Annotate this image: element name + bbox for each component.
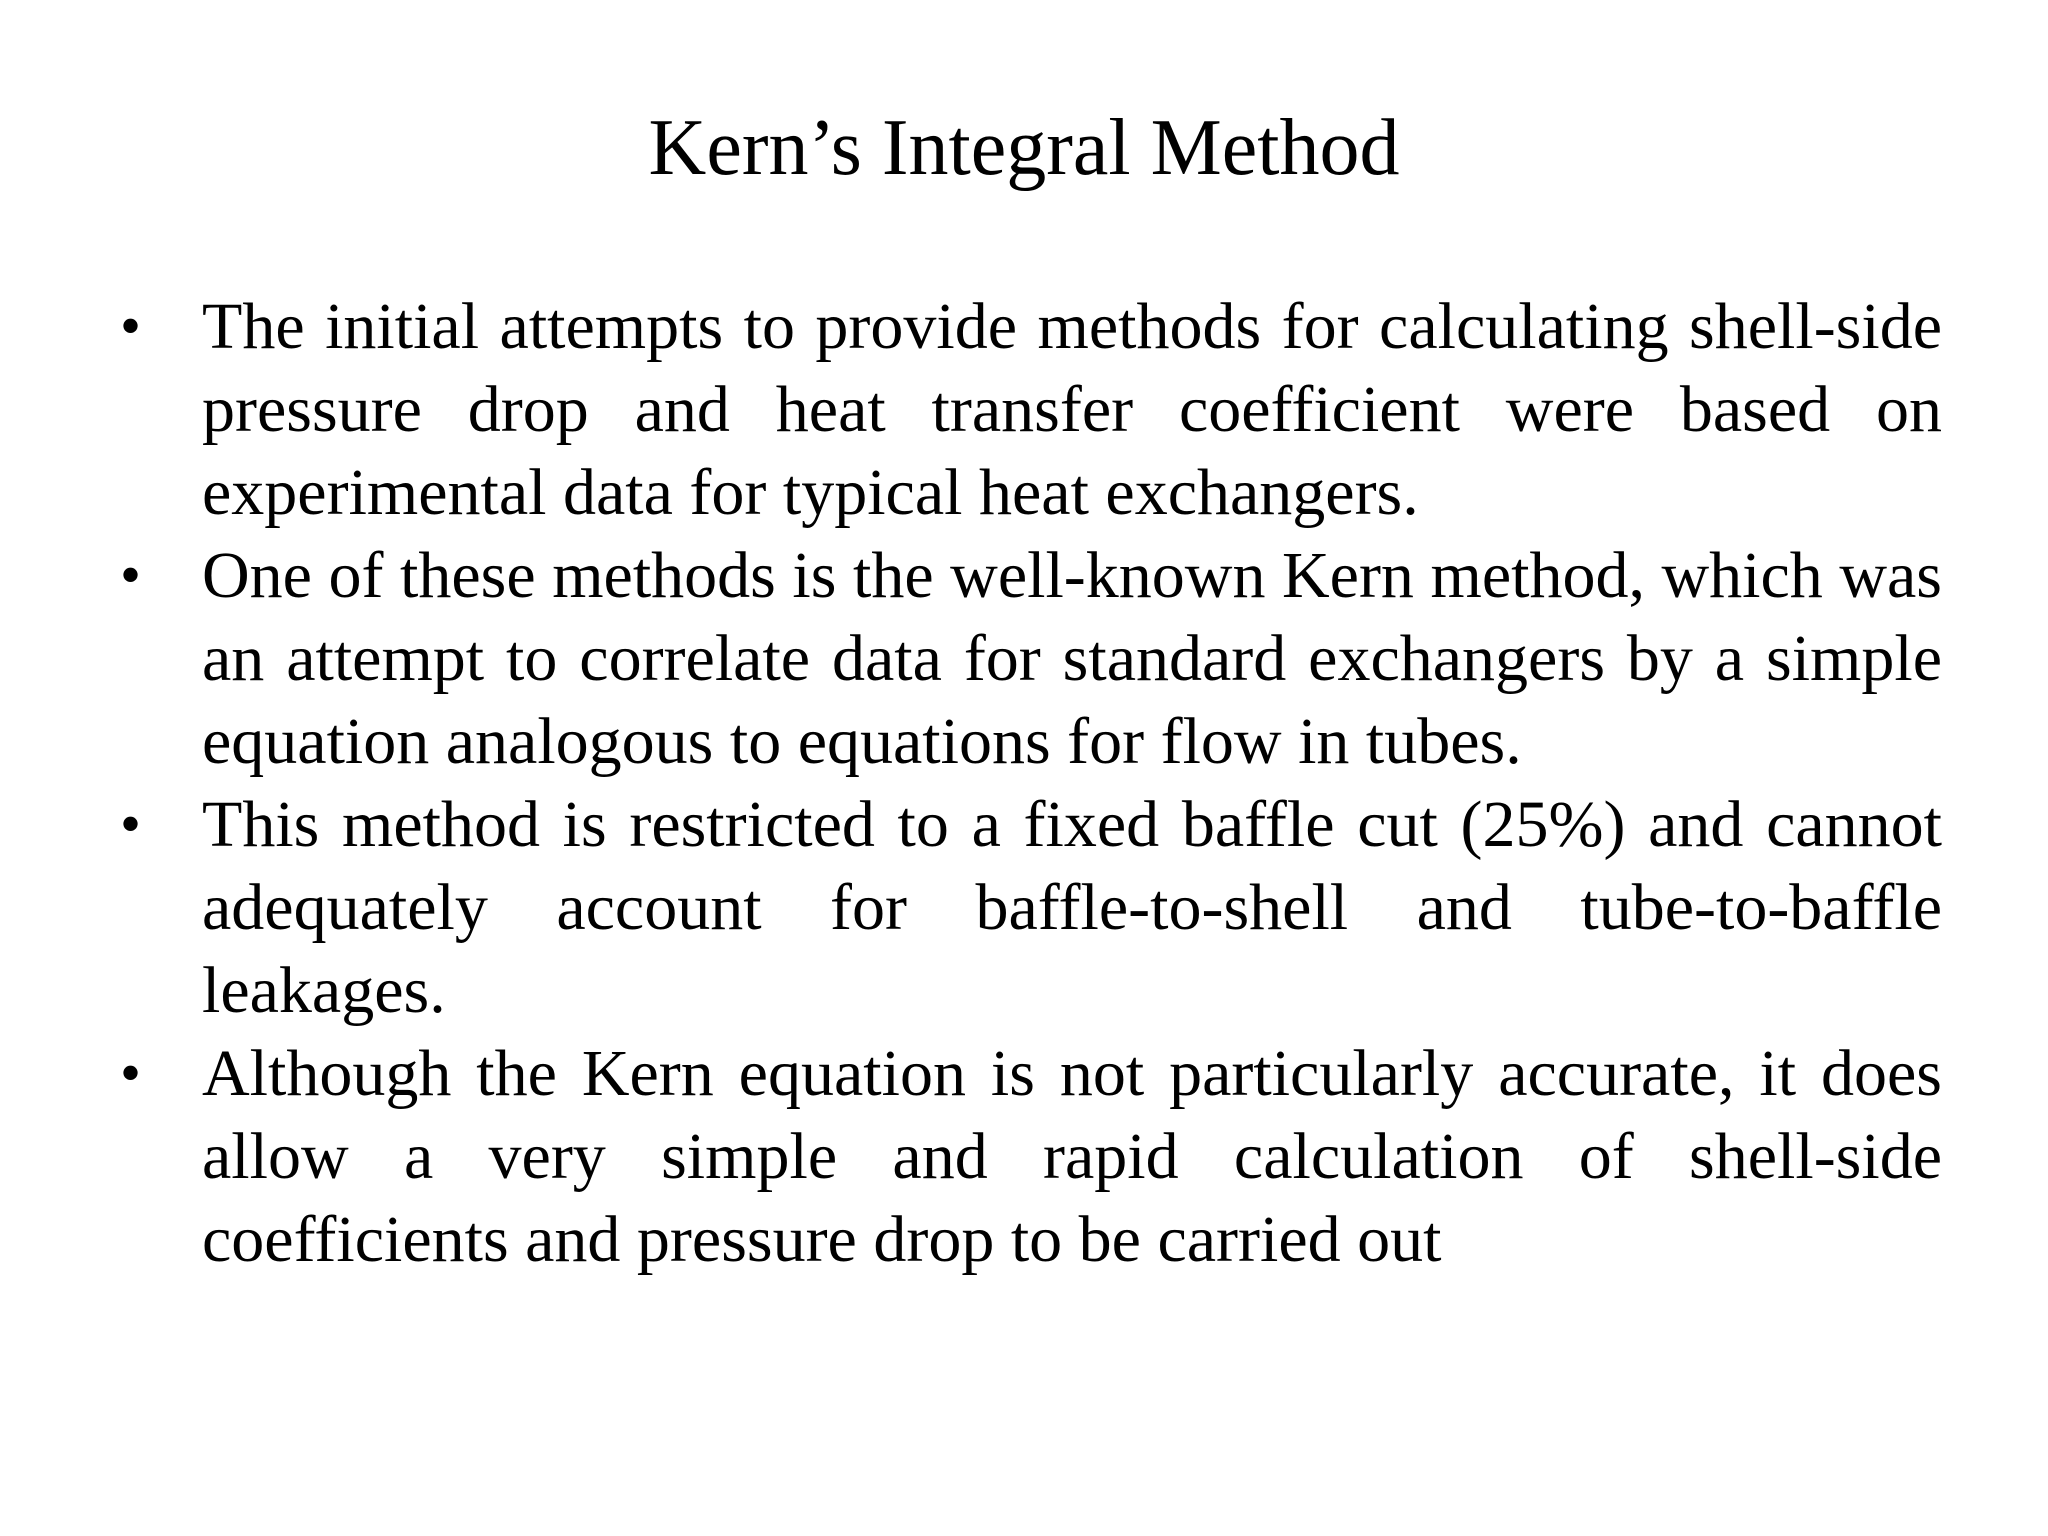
bullet-icon: •	[120, 1040, 142, 1106]
bullet-list	[120, 285, 1942, 1281]
bullet-text: This method is restricted to a fixed baffle cut (25%) and cannot adequately account for baffle-to-shell and tube-to-baffle leakages.	[202, 788, 1942, 1027]
bullet-item	[120, 534, 1942, 783]
bullet-icon: •	[120, 791, 142, 857]
bullet-item	[120, 783, 1942, 1032]
bullet-text: The initial attempts to provide methods for calculating shell-side pressure drop and heat transfer coefficient were based on experimental data for typical heat exchangers.	[202, 290, 1942, 529]
bullet-item	[120, 1032, 1942, 1281]
slide-title: Kern’s Integral Method	[648, 104, 1400, 192]
bullet-icon: •	[120, 293, 142, 359]
bullet-icon: •	[120, 542, 142, 608]
bullet-item	[120, 285, 1942, 534]
bullet-text: One of these methods is the well-known Kern method, which was an attempt to correlate data for standard exchangers by a simple equation analogous to equations for flow in tubes.	[202, 539, 1942, 778]
bullet-text: Although the Kern equation is not particularly accurate, it does allow a very simple and rapid calculation of shell-side coefficients and pressure drop to be carried out	[202, 1037, 1942, 1276]
